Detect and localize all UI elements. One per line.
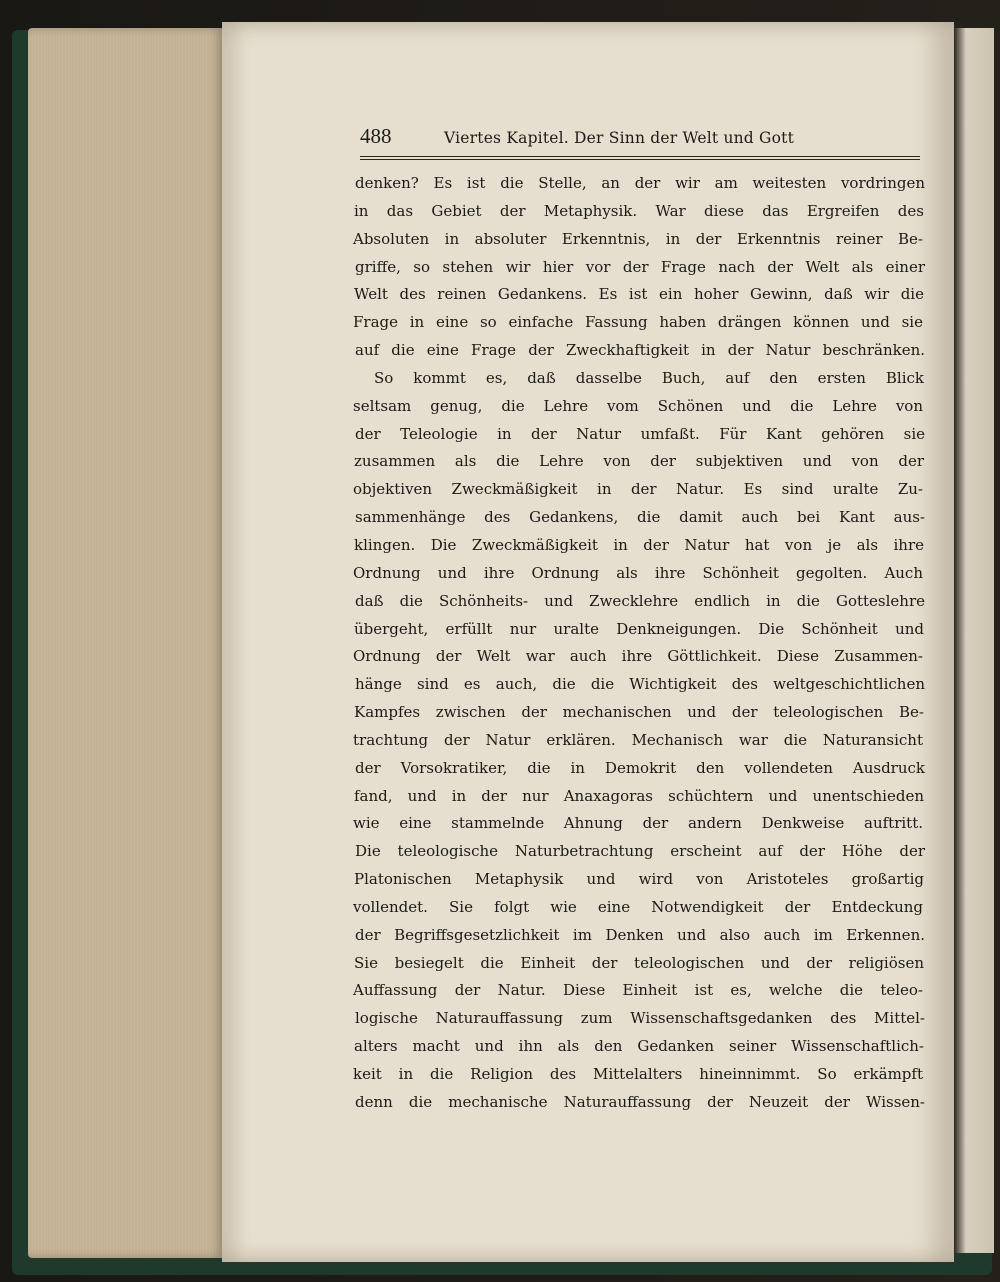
text-line: sammenhänge des Gedankens, die damit auch bei Kant aus- xyxy=(355,508,925,527)
text-line: Frage in eine so einfache Fassung haben drängen können und sie xyxy=(353,313,923,332)
header-rule xyxy=(360,156,920,160)
text-line: logische Naturauffassung zum Wissenschaftsgedanken des Mittel- xyxy=(355,1009,925,1028)
text-line: der Vorsokratiker, die in Demokrit den vollendeten Ausdruck xyxy=(355,758,925,777)
page-number: 488 xyxy=(360,124,392,148)
page-edges xyxy=(28,28,224,1258)
text-line: Welt des reinen Gedankens. Es ist ein hoher Gewinn, daß wir die xyxy=(354,285,924,304)
text-line: alters macht und ihn als den Gedanken seiner Wissenschaftlich- xyxy=(354,1037,924,1056)
text-line: Die teleologische Naturbetrachtung erscheint auf der Höhe der xyxy=(355,842,925,861)
text-line: keit in die Religion des Mittelalters hineinnimmt. So erkämpft xyxy=(353,1065,923,1083)
text-line: denn die mechanische Naturauffassung der Neuzeit der Wissen- xyxy=(355,1092,925,1111)
text-line: objektiven Zweckmäßigkeit in der Natur. Es sind uralte Zu- xyxy=(353,480,923,499)
text-line: Platonischen Metaphysik und wird von Aristoteles großartig xyxy=(354,870,924,889)
text-line: Ordnung der Welt war auch ihre Göttlichkeit. Diese Zusammen- xyxy=(353,647,923,666)
text-line: auf die eine Frage der Zweckhaftigkeit in der Natur beschränken. xyxy=(355,341,925,360)
text-line: daß die Schönheits- und Zwecklehre endlich in die Gotteslehre xyxy=(355,591,925,610)
facing-page-edge xyxy=(954,28,994,1253)
text-line: Sie besiegelt die Einheit der teleologischen und der religiösen xyxy=(354,953,924,972)
text-line: trachtung der Natur erklären. Mechanisch war die Naturansicht xyxy=(353,730,923,749)
text-line: Auffassung der Natur. Diese Einheit ist es, welche die teleo- xyxy=(353,981,923,1000)
text-line: klingen. Die Zweckmäßigkeit in der Natur hat von je als ihre xyxy=(354,535,924,554)
text-line: der Teleologie in der Natur umfaßt. Für Kant gehören sie xyxy=(355,424,925,443)
text-line: übergeht, erfüllt nur uralte Denkneigungen. Die Schönheit und xyxy=(354,619,924,638)
book-page xyxy=(222,22,954,1262)
text-line: in das Gebiet der Metaphysik. War diese das Ergreifen des xyxy=(354,201,924,220)
text-line: Absoluten in absoluter Erkenntnis, in der Erkenntnis reiner Be- xyxy=(353,229,923,248)
running-head: Viertes Kapitel. Der Sinn der Welt und Gott xyxy=(444,129,795,147)
text-line: seltsam genug, die Lehre vom Schönen und die Lehre von xyxy=(353,396,923,415)
text-line: fand, und in der nur Anaxagoras schüchtern und unentschieden xyxy=(354,786,924,805)
page-header xyxy=(360,124,920,160)
text-line: vollendet. Sie folgt wie eine Notwendigkeit der Entdeckung xyxy=(353,897,923,916)
text-line: der Begriffsgesetzlichkeit im Denken und also auch im Erkennen. xyxy=(355,925,925,944)
text-line: So kommt es, daß dasselbe Buch, auf den ersten Blick xyxy=(374,368,924,387)
text-line: Kampfes zwischen der mechanischen und der teleologischen Be- xyxy=(354,703,924,722)
text-line: denken? Es ist die Stelle, an der wir am weitesten vordringen xyxy=(355,174,925,192)
body-text xyxy=(354,170,924,1117)
text-line: Ordnung und ihre Ordnung als ihre Schönheit gegolten. Auch xyxy=(353,563,923,582)
text-line: griffe, so stehen wir hier vor der Frage nach der Welt als einer xyxy=(355,257,925,276)
text-line: zusammen als die Lehre von der subjektiven und von der xyxy=(354,452,924,471)
text-line: wie eine stammelnde Ahnung der andern Denkweise auftritt. xyxy=(353,814,923,833)
text-line: hänge sind es auch, die die Wichtigkeit des weltgeschichtlichen xyxy=(355,675,925,694)
